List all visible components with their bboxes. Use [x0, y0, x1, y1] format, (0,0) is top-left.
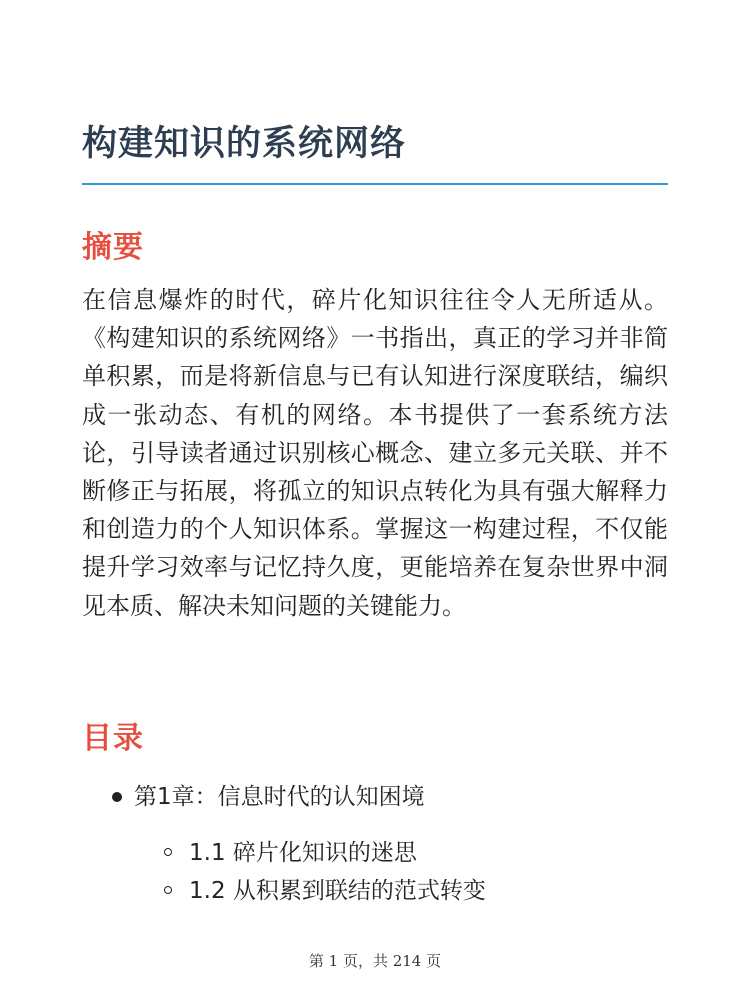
title-divider [82, 183, 668, 185]
toc-section-label: 1.1 碎片化知识的迷思 [189, 840, 417, 866]
toc-section-1-1 [134, 834, 668, 872]
document-title: 构建知识的系统网络 [82, 124, 407, 164]
toc-heading: 目录 [82, 721, 144, 756]
toc-chapter-label: 第1章：信息时代的认知困境 [134, 784, 425, 810]
toc-list [82, 778, 668, 910]
abstract-heading: 摘要 [82, 230, 144, 265]
abstract-body: 在信息爆炸的时代，碎片化知识往往令人无所适从。《构建知识的系统网络》一书指出，真正的学习并非简单积累，而是将新信息与已有认知进行深度联结，编织成一张动态、有机的网络。本书提供了一套系统方法论，引导读者通过识别核心概念、建立多元关联、并不断修正与拓展，将孤立的知识点转化为具有强大解释力和创造力的个人知识体系。掌握这一构建过程，不仅能提升学习效率与记忆持久度，更能培养在复杂世界中洞见本质、解决未知问题的关键能力。 [82, 286, 668, 620]
toc-sublist [134, 834, 668, 910]
toc-section-label: 1.2 从积累到联结的范式转变 [189, 878, 486, 904]
bullet-icon [112, 792, 122, 802]
toc-section-1-2 [134, 872, 668, 910]
document-page [82, 0, 668, 1000]
page-footer: 第 1 页，共 214 页 [308, 952, 442, 970]
hollow-bullet-icon [164, 886, 172, 894]
hollow-bullet-icon [164, 848, 172, 856]
toc-chapter-1 [82, 778, 668, 910]
